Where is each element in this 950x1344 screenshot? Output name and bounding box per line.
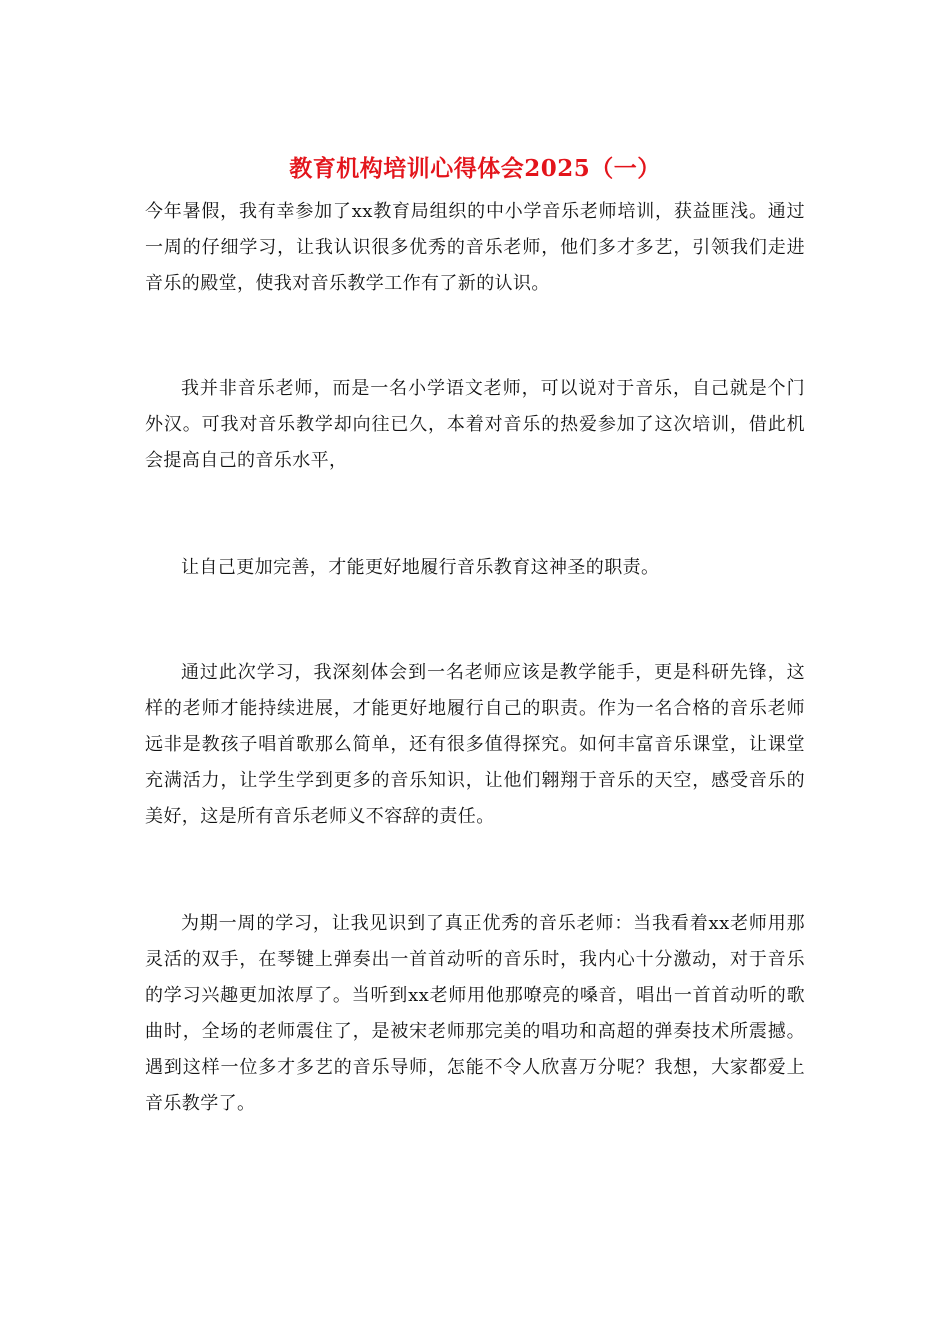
paragraph-2: 我并非音乐老师，而是一名小学语文老师，可以说对于音乐，自己就是个门外汉。可我对音乐教学却向往已久，本着对音乐的热爱参加了这次培训，借此机会提高自己的音乐水平， bbox=[145, 378, 805, 471]
document-title: 教育机构培训心得体会2025（一） bbox=[289, 155, 661, 182]
paragraph-5: 为期一周的学习，让我见识到了真正优秀的音乐老师：当我看着xx老师用那灵活的双手，在琴键上弹奏出一首首动听的音乐时，我内心十分激动，对于音乐的学习兴趣更加浓厚了。当听到xx老师用他那嘹亮的嗓音，唱出一首首动听的歌曲时，全场的老师震住了，是被宋老师那完美的唱功和高超的弹奏技术所震撼。遇到这样一位多才多艺的音乐导师，怎能不令人欣喜万分呢？我想，大家都爱上音乐教学了。 bbox=[145, 913, 805, 1114]
paragraph-3: 让自己更加完善，才能更好地履行音乐教育这神圣的职责。 bbox=[181, 557, 660, 578]
paragraph-4: 通过此次学习，我深刻体会到一名老师应该是教学能手，更是科研先锋，这样的老师才能持续进展，才能更好地履行自己的职责。作为一名合格的音乐老师远非是教孩子唱首歌那么简单，还有很多值得探究。如何丰富音乐课堂，让课堂充满活力，让学生学到更多的音乐知识，让他们翱翔于音乐的天空，感受音乐的美好，这是所有音乐老师义不容辞的责任。 bbox=[145, 662, 805, 827]
paragraph-1: 今年暑假，我有幸参加了xx教育局组织的中小学音乐老师培训，获益匪浅。通过一周的仔细学习，让我认识很多优秀的音乐老师，他们多才多艺，引领我们走进音乐的殿堂，使我对音乐教学工作有了新的认识。 bbox=[145, 201, 805, 294]
